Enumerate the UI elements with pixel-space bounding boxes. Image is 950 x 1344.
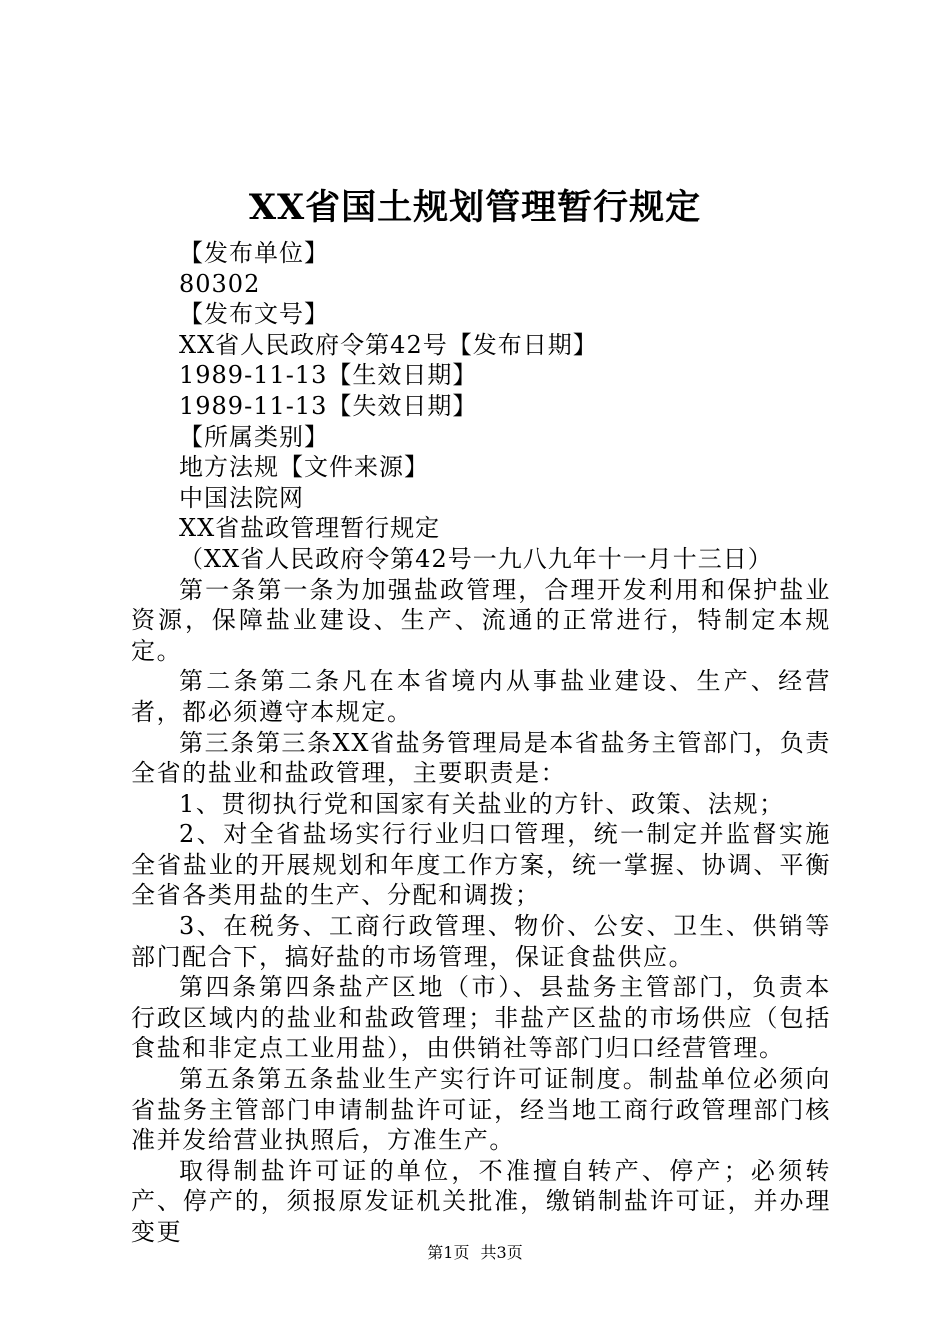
doc-number-value: XX省人民政府令第42号【发布日期】: [179, 330, 598, 359]
effective-date-value: 1989-11-13【失效日期】: [179, 391, 478, 420]
article-2: 第二条第二条凡在本省境内从事盐业建设、生产、经营者，都必须遵守本规定。: [131, 667, 831, 726]
document-body: [131, 238, 831, 1248]
article-3: 第三条第三条XX省盐务管理局是本省盐务主管部门，负责全省的盐业和盐政管理，主要职责是：: [131, 728, 831, 788]
subtitle: XX省盐政管理暂行规定: [179, 514, 441, 543]
document-title: XX省国土规划管理暂行规定: [248, 187, 702, 228]
source-value: 中国法院网: [179, 483, 304, 512]
duty-item-1: 1、贯彻执行党和国家有关盐业的方针、政策、法规；: [179, 789, 785, 818]
doc-number-label: 【发布文号】: [179, 300, 329, 329]
article-5-continued: 取得制盐许可证的单位，不准擅自转产、停产；必须转产、停产的，须报原发证机关批准，缴销制盐许可证，并办理变更: [131, 1156, 831, 1246]
publisher-value: 80302: [179, 269, 261, 298]
duty-item-3: 3、在税务、工商行政管理、物价、公安、卫生、供销等部门配合下，搞好盐的市场管理，保证食盐供应。: [131, 912, 831, 971]
page-total: 共3页: [480, 1243, 523, 1262]
article-4: 第四条第四条盐产区地（市）、县盐务主管部门，负责本行政区域内的盐业和盐政管理；非盐产区盐的市场供应（包括食盐和非定点工业用盐），由供销社等部门归口经营管理。: [131, 973, 831, 1063]
article-5: 第五条第五条盐业生产实行许可证制度。制盐单位必须向省盐务主管部门申请制盐许可证，经当地工商行政管理部门核准并发给营业执照后，方准生产。: [131, 1065, 831, 1155]
duty-item-2: 2、对全省盐场实行行业归口管理，统一制定并监督实施全省盐业的开展规划和年度工作方案，统一掌握、协调、平衡全省各类用盐的生产、分配和调拨；: [131, 820, 831, 910]
category-value: 地方法规【文件来源】: [179, 453, 429, 482]
article-1: 第一条第一条为加强盐政管理，合理开发利用和保护盐业资源，保障盐业建设、生产、流通的正常进行，特制定本规定。: [131, 575, 831, 665]
category-label: 【所属类别】: [179, 422, 329, 451]
publish-date-value: 1989-11-13【生效日期】: [179, 361, 478, 390]
page-number: 第1页: [427, 1243, 470, 1262]
decree-note: （XX省人民政府令第42号一九八九年十一月十三日）: [179, 544, 773, 573]
publisher-label: 【发布单位】: [179, 239, 329, 267]
page-footer: [0, 1242, 950, 1264]
